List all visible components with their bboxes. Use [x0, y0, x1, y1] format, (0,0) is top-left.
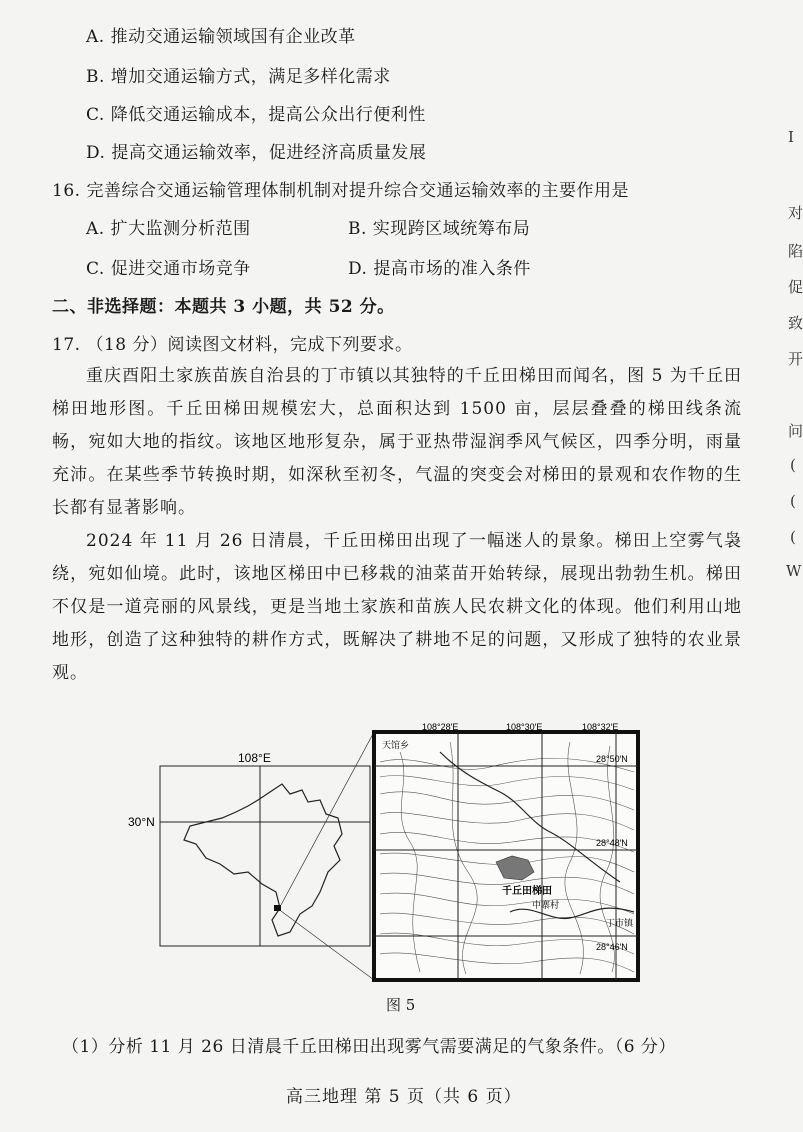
- q17-stem: 17. （18 分）阅读图文材料，完成下列要求。: [52, 335, 413, 355]
- figure-caption: 图 5: [386, 996, 416, 1014]
- detail-lat-label-2: 28°48′N: [596, 838, 628, 848]
- place-label-dingshi: 丁市镇: [606, 918, 634, 928]
- q15-option-a: A. 推动交通运输领域国有企业改革: [86, 27, 356, 47]
- section-2-heading: 二、非选择题：本题共 3 小题，共 52 分。: [52, 297, 395, 317]
- place-label-zhongzhai: 中寨村: [532, 900, 560, 910]
- figure-5-maps: [128, 722, 650, 984]
- q17-paragraph-2: 2024 年 11 月 26 日清晨，千丘田梯田出现了一幅迷人的景象。梯田上空雾气袅绕，宛如仙境。此时，该地区梯田中已移栽的油菜苗开始转绿，展现出勃勃生机。梯田不仅是一道亮丽的风景线，更是当地土家族和苗族人民农耕文化的体现。他们利用山地地形，创造了这种独特的耕作方式，既解决了耕地不足的问题，又形成了独特的农业景观。: [52, 531, 742, 683]
- detail-lat-label-3: 28°46′N: [596, 942, 628, 952]
- q16-option-d: D. 提高市场的准入条件: [348, 259, 531, 279]
- detail-lon-label-3: 108°32′E: [582, 722, 619, 732]
- edge-glyph: 致: [788, 314, 803, 332]
- q17-paragraph-1: 重庆酉阳土家族苗族自治县的丁市镇以其独特的千丘田梯田而闻名，图 5 为千丘田梯田地形图。千丘田梯田规模宏大，总面积达到 1500 亩，层层叠叠的梯田线条流畅，宛如大地的指纹。该地区地形复杂，属于亚热带湿润季风气候区，四季分明，雨量充沛。在某些季节转换时期，如深秋至初冬，气温的突变会对梯田的景观和农作物的生长都有显著影响。: [52, 366, 742, 518]
- place-label-tianguan: 天馆乡: [382, 740, 410, 750]
- q15-option-d: D. 提高交通运输效率，促进经济高质量发展: [86, 143, 427, 163]
- detail-lon-label-1: 108°28′E: [422, 722, 459, 732]
- edge-glyph: W: [786, 562, 802, 580]
- q17-sub-question-1: （1）分析 11 月 26 日清晨千丘田梯田出现雾气需要满足的气象条件。（6 分）: [62, 1037, 676, 1057]
- detail-lat-label-1: 28°50′N: [596, 754, 628, 764]
- q16-option-a: A. 扩大监测分析范围: [86, 219, 251, 239]
- chongqing-outline: [184, 784, 342, 936]
- edge-glyph: (: [790, 528, 796, 546]
- overview-lat-label: 30°N: [128, 815, 155, 829]
- place-label-qianqiutian: 千丘田梯田: [502, 886, 552, 897]
- edge-glyph: 开: [788, 350, 803, 368]
- q16-option-c: C. 促进交通市场竞争: [86, 259, 251, 279]
- q16-stem: 16. 完善综合交通运输管理体制机制对提升综合交通运输效率的主要作用是: [52, 181, 629, 201]
- edge-glyph: 对: [788, 204, 803, 222]
- edge-glyph: (: [790, 456, 796, 474]
- q15-option-c: C. 降低交通运输成本，提高公众出行便利性: [86, 105, 426, 125]
- edge-glyph: I: [788, 128, 794, 146]
- edge-glyph: 问: [788, 422, 803, 440]
- q15-option-b: B. 增加交通运输方式，满足多样化需求: [86, 67, 391, 87]
- study-area-marker: [274, 905, 281, 911]
- edge-glyph: 陷: [788, 242, 803, 260]
- detail-lon-label-2: 108°30′E: [506, 722, 543, 732]
- overview-lon-label: 108°E: [238, 751, 271, 765]
- connector-line-top: [281, 732, 374, 905]
- q16-option-b: B. 实现跨区域统筹布局: [348, 219, 531, 239]
- edge-glyph: (: [790, 492, 796, 510]
- edge-glyph: 促: [788, 278, 803, 296]
- page-footer: 高三地理 第 5 页（共 6 页）: [286, 1087, 522, 1107]
- q17-material: [52, 360, 742, 690]
